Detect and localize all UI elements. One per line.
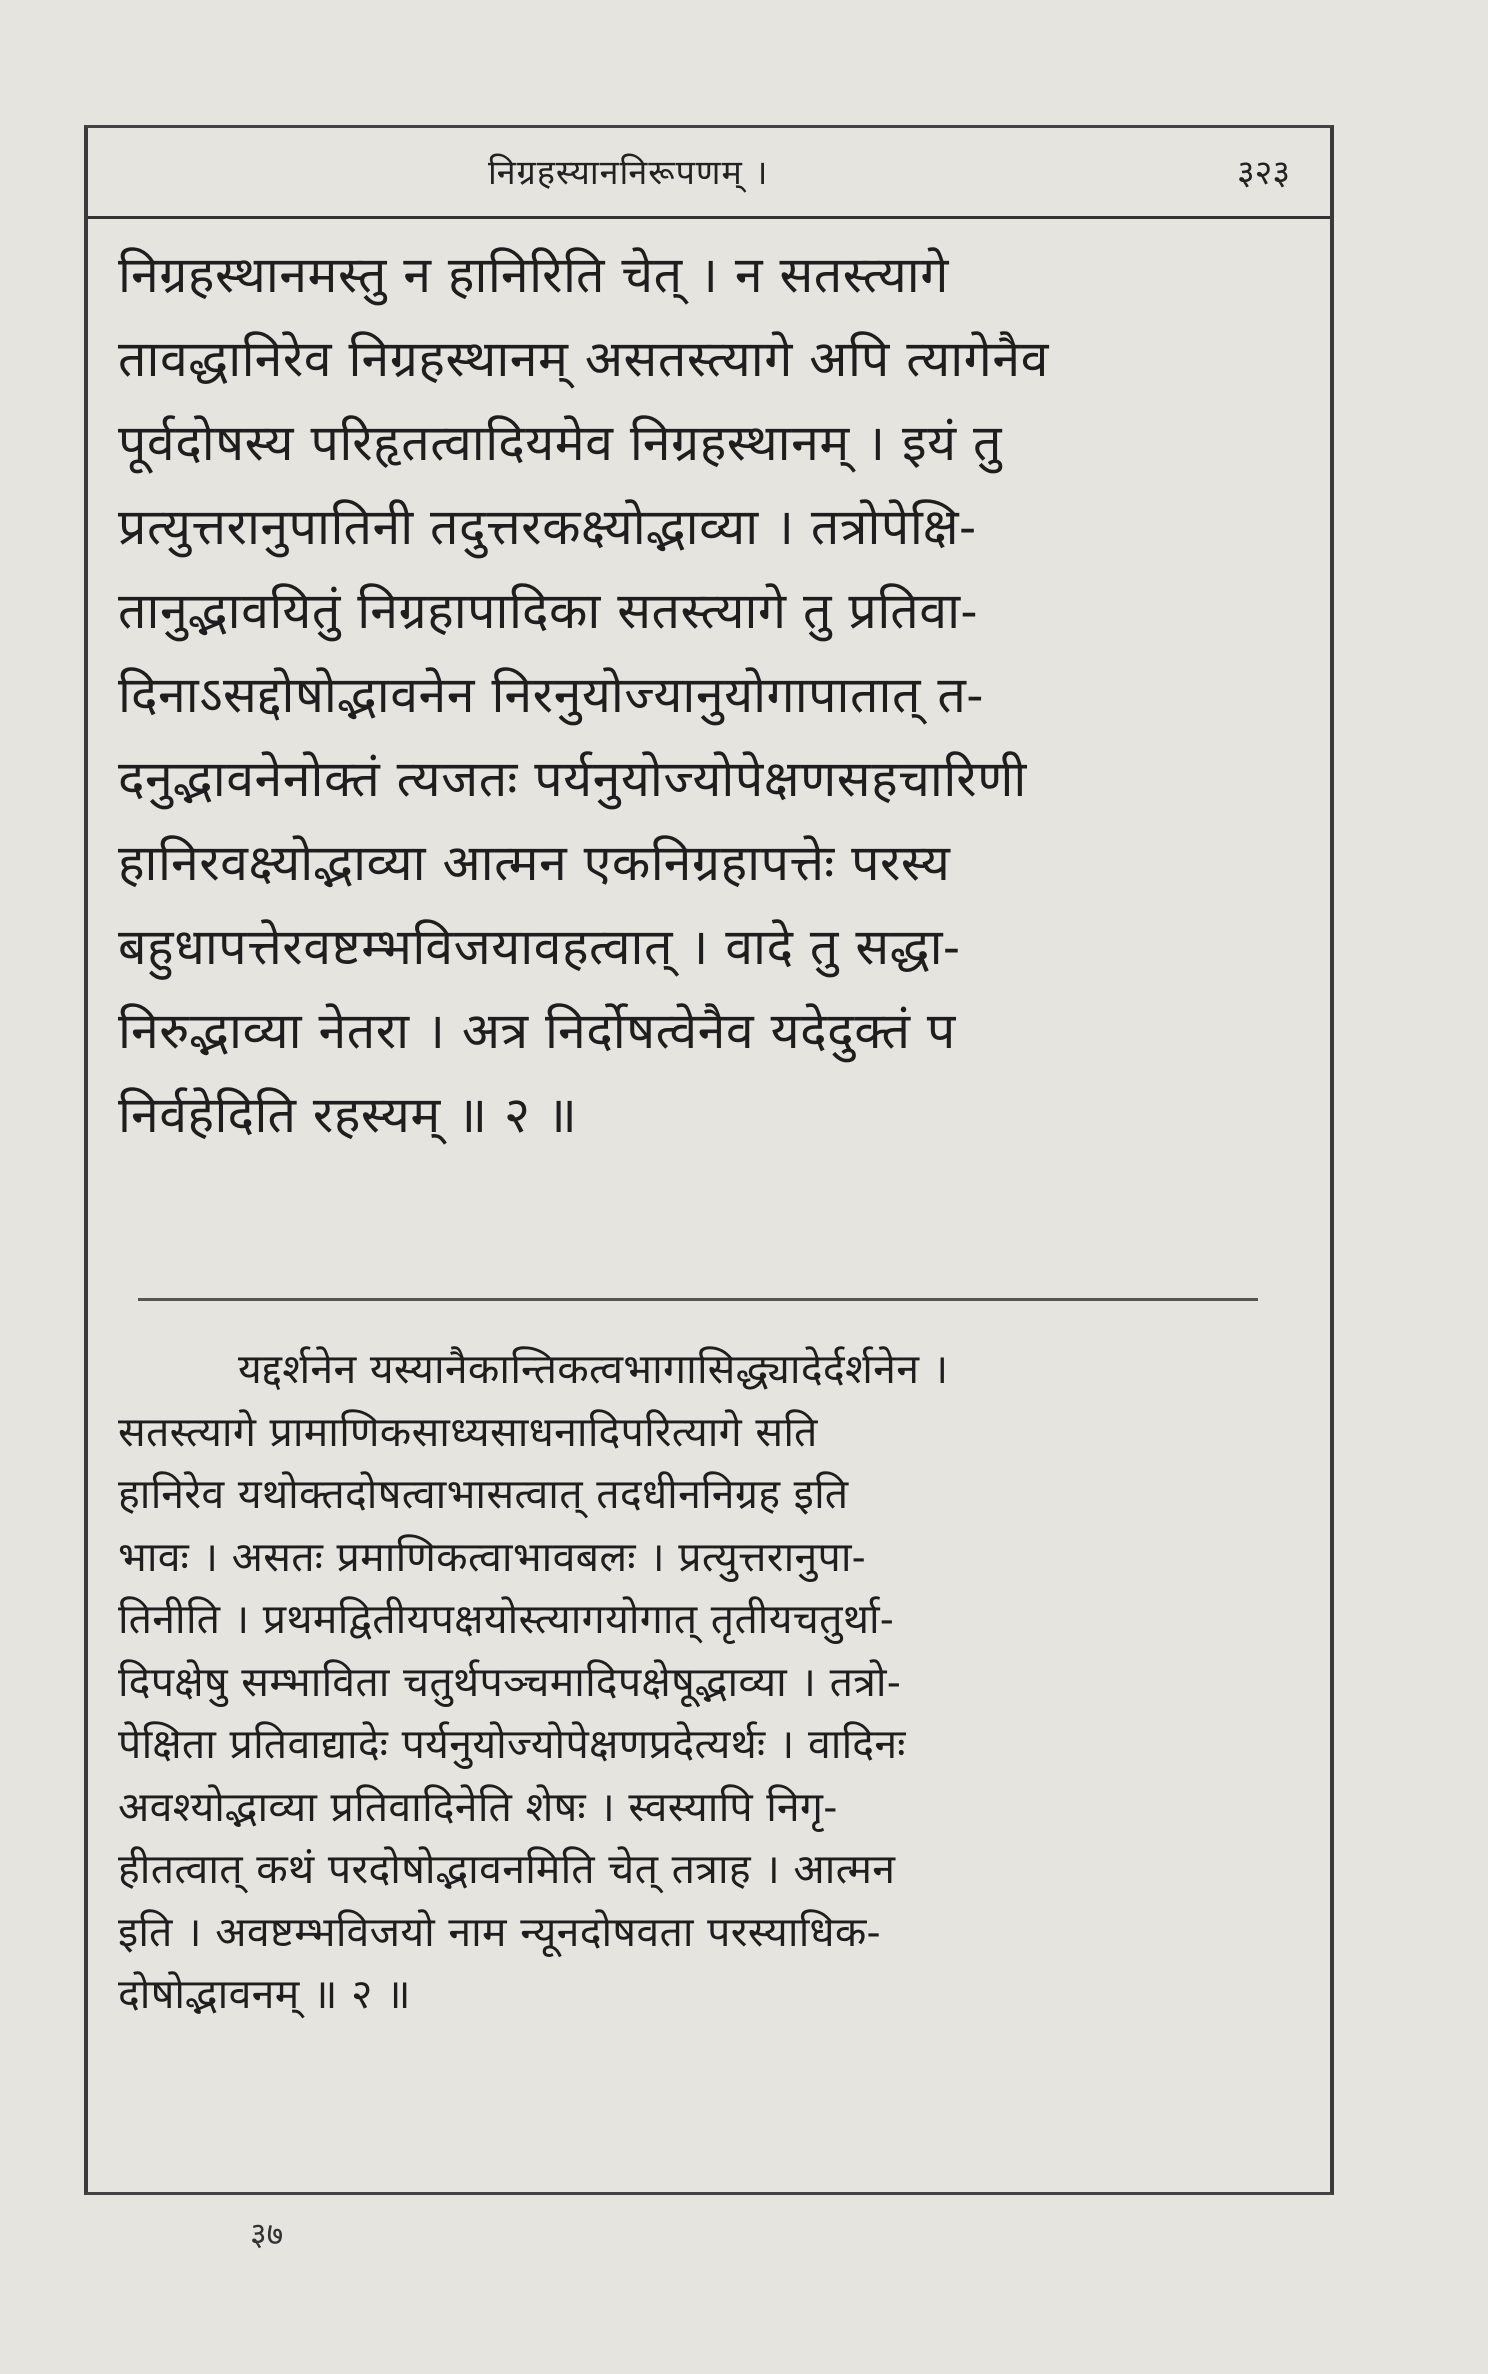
commentary-line: पेक्षिता प्रतिवाद्यादेः पर्यनुयोज्योपेक्षणप्रदेत्यर्थः । वादिनः: [118, 1720, 906, 1768]
section-divider: [138, 1298, 1258, 1301]
signature-mark: ३७: [250, 2215, 284, 2253]
main-line: पूर्वदोषस्य परिहृतत्वादियमेव निग्रहस्थानम् । इयं तु: [118, 414, 1002, 472]
commentary-line: दिपक्षेषु सम्भाविता चतुर्थपञ्चमादिपक्षेषूद्भाव्या । तत्रो-: [118, 1657, 901, 1706]
main-line: तानुद्भावयितुं निग्रहापादिका सतस्त्यागे तु प्रतिवा-: [118, 582, 978, 640]
commentary-line: दोषोद्भावनम् ॥ २ ॥: [118, 1970, 411, 2018]
commentary-line: यद्दर्शनेन यस्यानैकान्तिकत्वभागासिद्ध्यादेर्दर्शनेन ।: [238, 1345, 949, 1393]
commentary-line: अवश्योद्भाव्या प्रतिवादिनेति शेषः । स्वस्यापि निगृ-: [118, 1782, 838, 1831]
page-number: ३२३: [1236, 153, 1290, 193]
main-line: दिनाऽसद्दोषोद्भावनेन निरनुयोज्यानुयोगापातात् त-: [118, 666, 984, 724]
main-line: हानिरवक्ष्योद्भाव्या आत्मन एकनिग्रहापत्तेः परस्य: [118, 834, 951, 892]
main-line: निर्वहेदिति रहस्यम् ॥ २ ॥: [118, 1086, 578, 1144]
main-line: तावद्धानिरेव निग्रहस्थानम् असतस्त्यागे अपि त्यागेनैव: [118, 330, 1049, 388]
main-line: प्रत्युत्तरानुपातिनी तदुत्तरकक्ष्योद्भाव्या । तत्रोपेक्षि-: [118, 498, 977, 556]
main-line: निग्रहस्थानमस्तु न हानिरिति चेत् । न सतस्त्यागे: [118, 246, 949, 304]
commentary-text: [118, 1338, 1302, 2026]
commentary-line: तिनीति । प्रथमद्वितीयपक्षयोस्त्यागयोगात् तृतीयचतुर्था-: [118, 1595, 895, 1643]
main-line: दनुद्भावनेनोक्तं त्यजतः पर्यनुयोज्योपेक्षणसहचारिणी: [118, 750, 1027, 808]
running-title: निग्रहस्याननिरूपणम् ।: [488, 153, 769, 193]
commentary-line: हानिरेव यथोक्तदोषत्वाभासत्वात् तदधीननिग्रह इति: [118, 1470, 849, 1518]
main-line: बहुधापत्तेरवष्टम्भविजयावहत्वात् । वादे तु सद्धा-: [118, 918, 961, 976]
running-header: [88, 128, 1330, 219]
main-text: [118, 233, 1302, 1157]
commentary-line: इति । अवष्टम्भविजयो नाम न्यूनदोषवता परस्याधिक-: [118, 1907, 881, 1956]
commentary-line: सतस्त्यागे प्रामाणिकसाध्यसाधनादिपरित्यागे सति: [118, 1407, 818, 1456]
commentary-line: हीतत्वात् कथं परदोषोद्भावनमिति चेत् तत्राह । आत्मन: [118, 1845, 896, 1893]
main-line: निरुद्भाव्या नेतरा । अत्र निर्दोषत्वेनैव यदेदुक्तं प: [118, 1002, 956, 1060]
page-frame: [84, 125, 1334, 2195]
commentary-line: भावः । असतः प्रमाणिकत्वाभावबलः । प्रत्युत्तरानुपा-: [118, 1532, 866, 1581]
